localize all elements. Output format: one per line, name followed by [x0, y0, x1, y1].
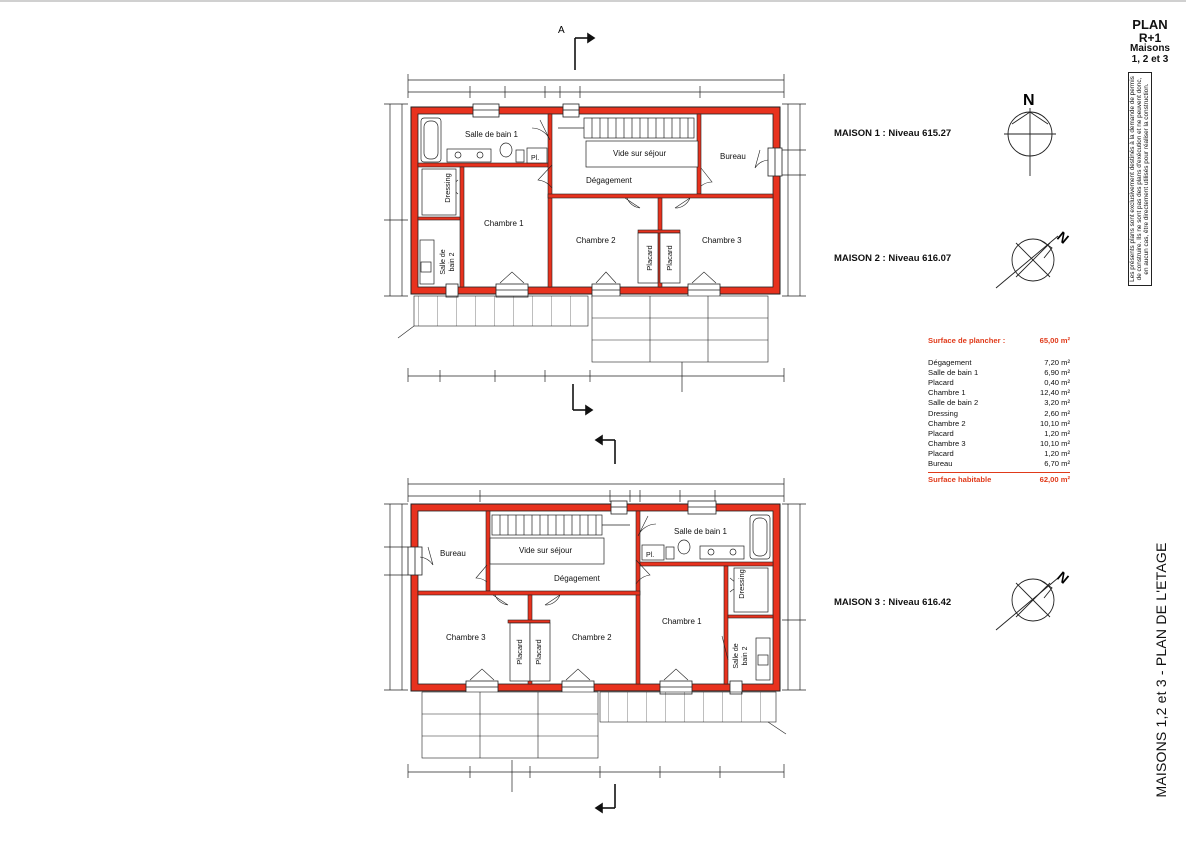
area-name: Dressing [928, 408, 958, 418]
compass-n-label: N [1023, 92, 1035, 109]
room-label-vide: Vide sur séjour [613, 149, 667, 158]
room-label-sdb2-b: bain 2 [449, 252, 456, 272]
sheet-title: MAISONS 1,2 et 3 - PLAN DE L'ETAGE [1153, 542, 1169, 798]
room-label-placard-b: Placard [534, 639, 543, 665]
area-row [928, 449, 1070, 459]
north-compass-3 [996, 578, 1058, 630]
area-value: 0,40 m² [1044, 378, 1070, 388]
room-label-sdb2-a: Salle de [440, 249, 447, 275]
area-plancher-row [928, 336, 1070, 346]
plan-top [384, 25, 806, 414]
area-habitable-label: Surface habitable [928, 475, 992, 485]
room-label-placard-a: Placard [645, 245, 654, 271]
area-name: Salle de bain 2 [928, 398, 979, 408]
title-level: R+1 [1138, 30, 1162, 45]
room-label-placard-b: Placard [665, 245, 674, 271]
section-label-a: A [558, 25, 565, 36]
area-row [928, 398, 1070, 408]
room-label-dressing: Dressing [443, 173, 452, 203]
maison-2-label: MAISON 2 : Niveau 616.07 [834, 253, 952, 264]
north-compass-2 [996, 236, 1058, 288]
terrace [422, 692, 786, 758]
room-label-chambre3: Chambre 3 [702, 236, 742, 245]
disclaimer-text: Les présents plans sont exclusivement destinés à la demande de permis de construire. Ils ne sont pas des plans d'exécution et ne peuvent donc, en aucun cas, être directement utilisés pour réaliser la construction. [1129, 76, 1151, 282]
area-row [928, 459, 1070, 469]
area-habitable-row [928, 475, 1070, 485]
area-name: Placard [928, 378, 954, 388]
area-value: 1,20 m² [1044, 448, 1070, 458]
compass-n-label-3: N [1054, 568, 1073, 587]
area-row [928, 439, 1070, 449]
area-row [928, 419, 1070, 429]
area-row [928, 429, 1070, 439]
plan-bottom [384, 436, 806, 812]
room-label-degagement: Dégagement [554, 574, 600, 583]
room-label-sdb1: Salle de bain 1 [465, 130, 518, 139]
room-label-sdb1: Salle de bain 1 [674, 527, 727, 536]
room-label-chambre3: Chambre 3 [446, 633, 486, 642]
room-label-sdb2-a: Salle de [733, 643, 740, 669]
compass-n-label-2: N [1054, 228, 1073, 247]
area-habitable-value: 62,00 m² [1039, 475, 1070, 485]
area-value: 10,10 m² [1040, 418, 1070, 428]
area-row [928, 388, 1070, 398]
room-label-degagement: Dégagement [586, 176, 632, 185]
area-name: Placard [928, 428, 954, 438]
area-row [928, 358, 1070, 368]
area-name: Bureau [928, 459, 953, 469]
area-row [928, 378, 1070, 388]
area-name: Salle de bain 1 [928, 368, 979, 378]
room-label-vide: Vide sur séjour [519, 546, 573, 555]
area-value: 6,90 m² [1044, 368, 1070, 378]
title-block [1118, 18, 1182, 65]
room-label-dressing: Dressing [737, 569, 746, 599]
area-value: 1,20 m² [1044, 428, 1070, 438]
room-label-chambre1: Chambre 1 [662, 617, 702, 626]
maison-1-label: MAISON 1 : Niveau 615.27 [834, 128, 952, 139]
area-plancher-value: 65,00 m² [1039, 336, 1070, 345]
title-plan: PLAN [1132, 17, 1168, 32]
area-name: Placard [928, 448, 954, 458]
maison-3-label: MAISON 3 : Niveau 616.42 [834, 597, 952, 608]
area-divider [928, 472, 1070, 473]
room-label-pl: Pl. [531, 155, 540, 162]
room-label-sdb2-b: bain 2 [742, 646, 749, 666]
room-label-bureau: Bureau [720, 152, 746, 161]
area-value: 12,40 m² [1040, 388, 1070, 398]
area-name: Chambre 1 [928, 388, 966, 398]
area-schedule [928, 336, 1070, 485]
area-name: Dégagement [928, 358, 972, 368]
area-value: 10,10 m² [1040, 438, 1070, 448]
area-plancher-label: Surface de plancher : [928, 336, 1006, 345]
disclaimer-box [1128, 72, 1152, 286]
title-numbers: 1, 2 et 3 [1131, 53, 1169, 65]
area-value: 2,60 m² [1044, 408, 1070, 418]
area-row [928, 409, 1070, 419]
room-label-placard-a: Placard [515, 639, 524, 665]
north-compass-1 [1004, 108, 1056, 176]
terrace [398, 296, 768, 362]
area-name: Chambre 2 [928, 418, 966, 428]
area-row [928, 368, 1070, 378]
area-value: 7,20 m² [1044, 358, 1070, 368]
area-value: 6,70 m² [1044, 459, 1070, 469]
room-label-chambre2: Chambre 2 [576, 236, 616, 245]
area-value: 3,20 m² [1044, 398, 1070, 408]
room-label-pl: Pl. [646, 552, 655, 559]
area-name: Chambre 3 [928, 438, 966, 448]
room-label-chambre2: Chambre 2 [572, 633, 612, 642]
room-label-bureau: Bureau [440, 549, 466, 558]
title-maisons: Maisons [1129, 43, 1170, 55]
room-label-chambre1: Chambre 1 [484, 219, 524, 228]
